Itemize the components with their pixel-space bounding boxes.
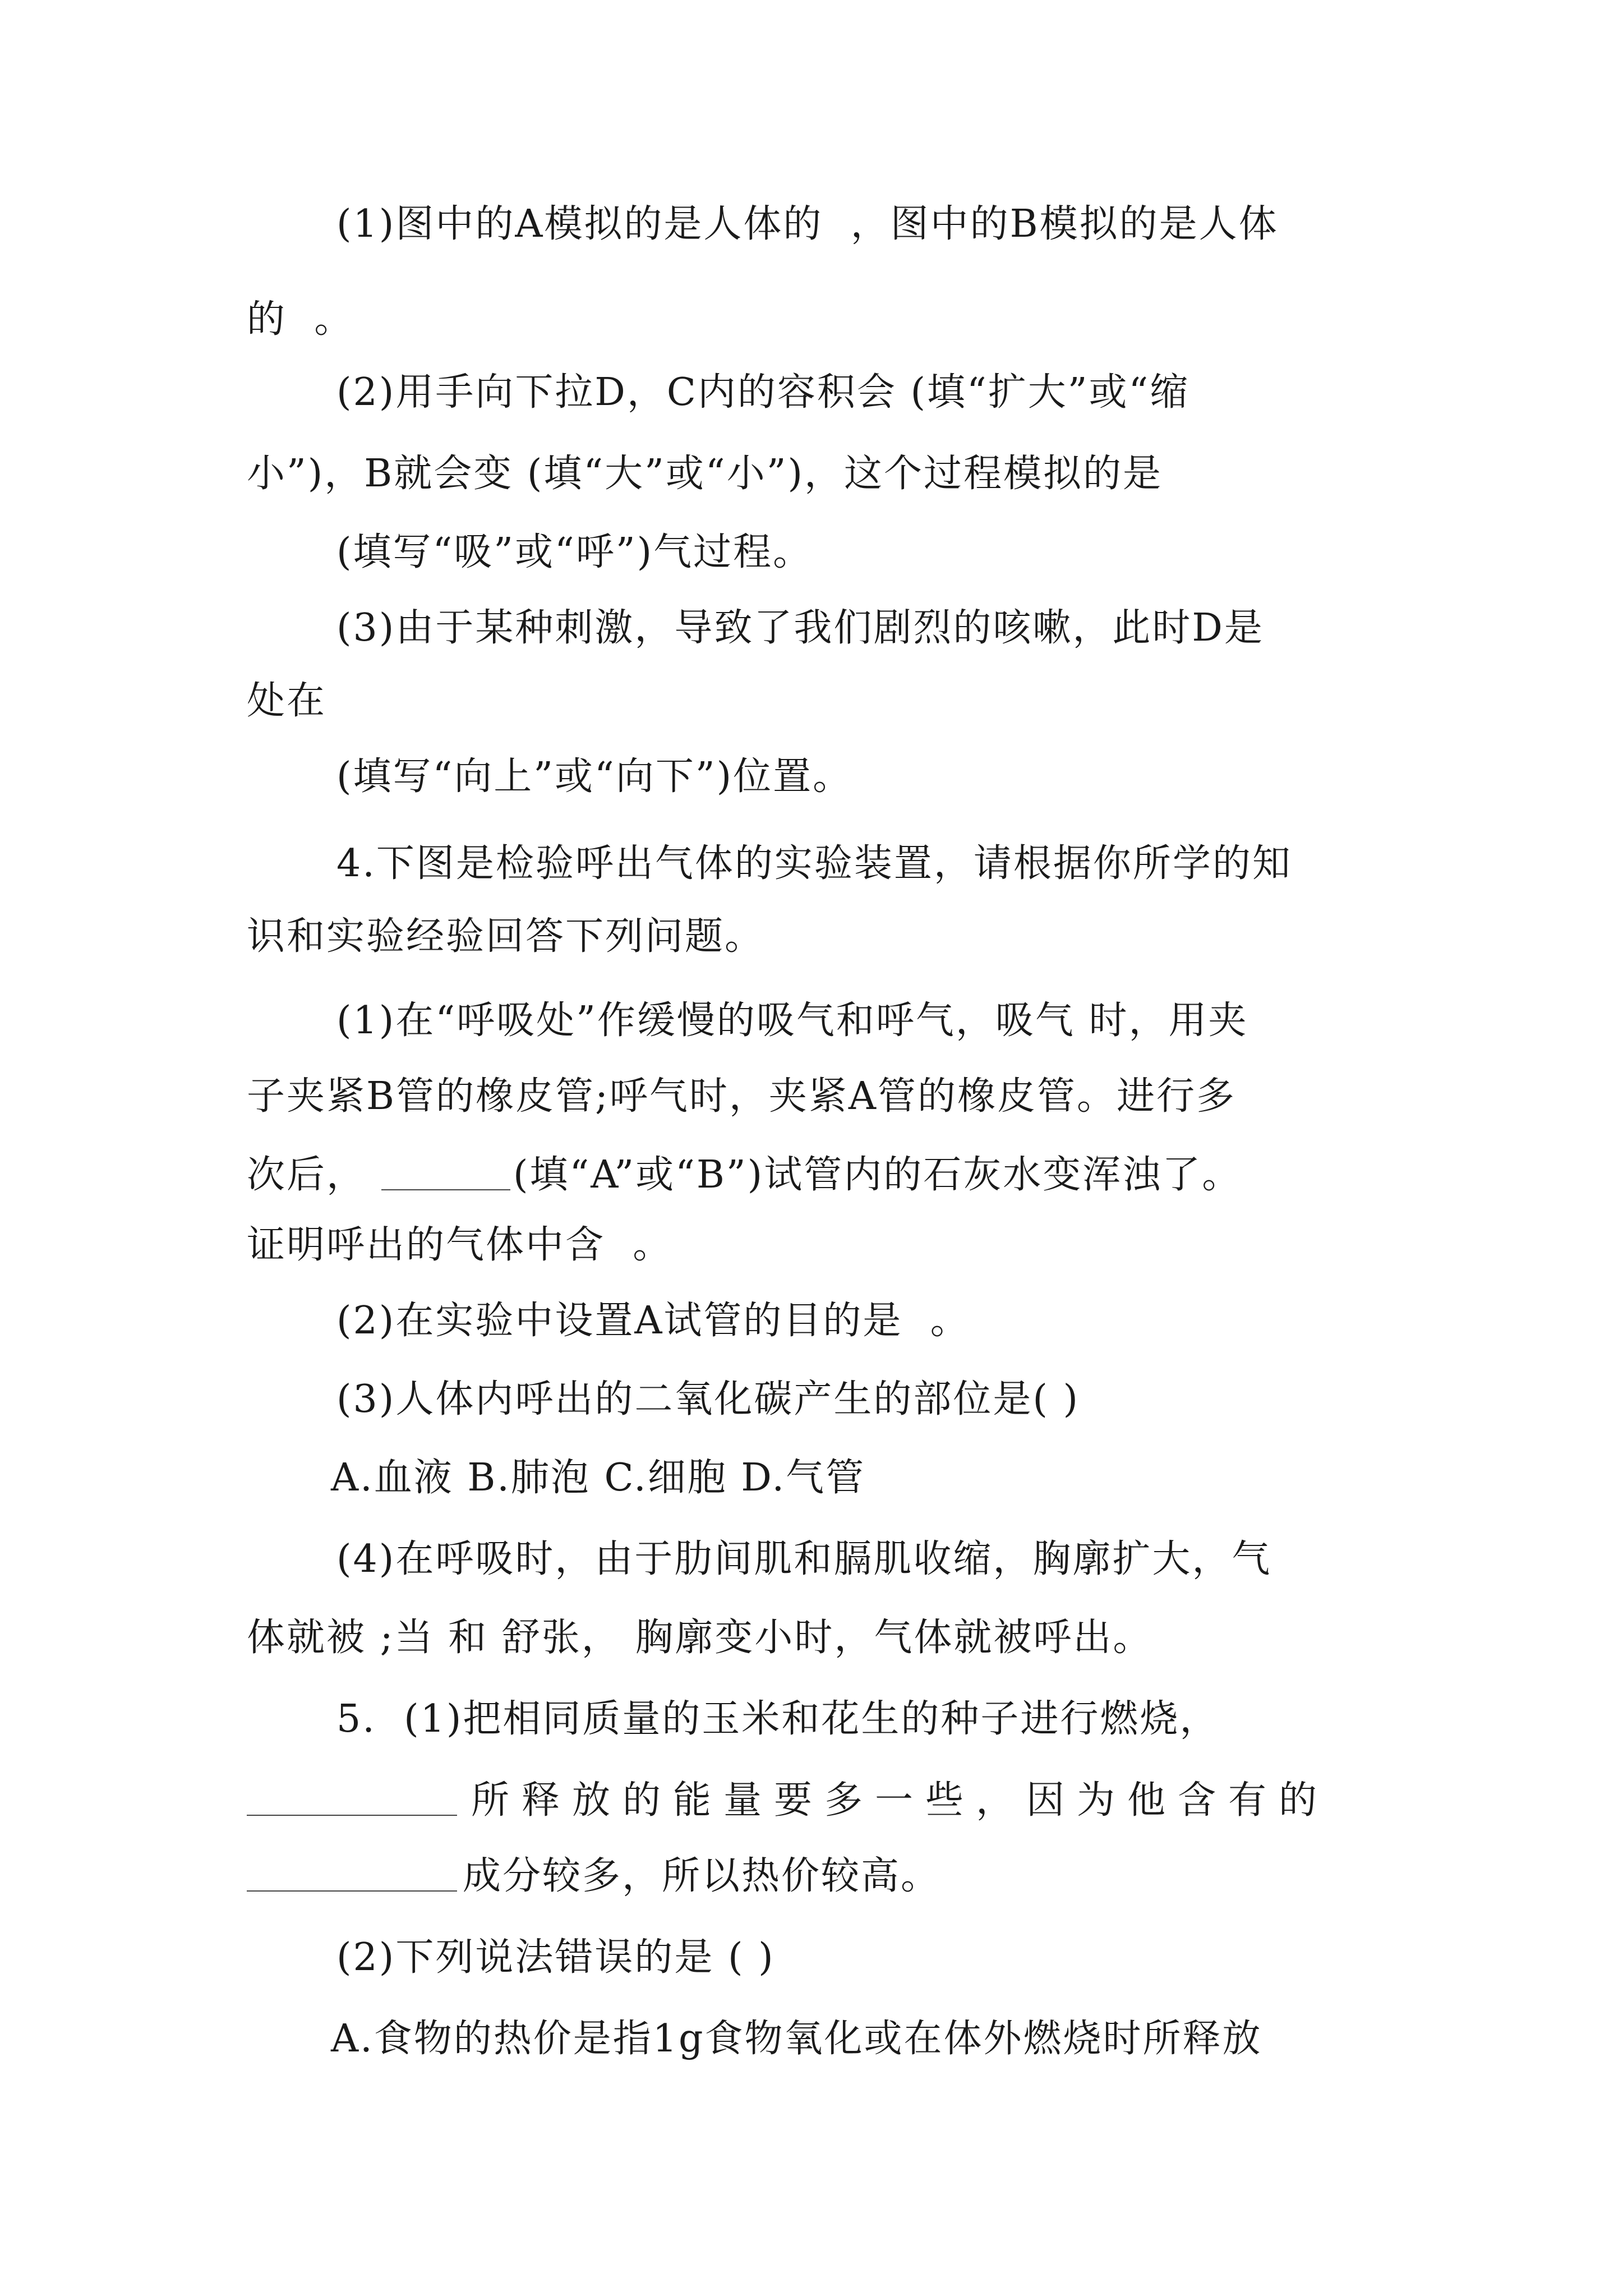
text-line: 识和实验经验回答下列问题。	[247, 914, 765, 959]
text-line: (2)在实验中设置A试管的目的是 。	[336, 1299, 970, 1343]
text-line: 证明呼出的气体中含 。	[247, 1223, 673, 1267]
text-line: A.血液 B.肺泡 C.细胞 D.气管	[331, 1456, 866, 1500]
text-line: 4.下图是检验呼出气体的实验装置，请根据你所学的知	[336, 841, 1292, 886]
text-line: (填写“吸”或“呼”)气过程。	[336, 530, 813, 574]
text-line: 子夹紧B管的橡皮管;呼气时，夹紧A管的橡皮管。进行多	[247, 1074, 1236, 1119]
text-line: A.食物的热价是指1g食物氧化或在体外燃烧时所释放	[331, 2017, 1262, 2061]
text-line: (1)图中的A模拟的是人体的 ，图中的B模拟的是人体	[336, 202, 1279, 246]
text-line: (填“A”或“B”)试管内的石灰水变浑浊了。	[513, 1153, 1242, 1197]
text-line: (2)下列说法错误的是 ( )	[336, 1935, 775, 1980]
text-line: 5. (1)把相同质量的玉米和花生的种子进行燃烧，	[336, 1697, 1220, 1741]
text-line: 所释放的能量要多一些，因为他含有的	[471, 1778, 1330, 1823]
text-line: 体就被 ;当 和 舒张， 胸廓变小时，气体就被呼出。	[247, 1616, 1153, 1660]
answer-blank	[247, 1775, 457, 1816]
text-line: (填写“向上”或“向下”)位置。	[336, 754, 853, 799]
text-line: (3)由于某种刺激，导致了我们剧烈的咳嗽，此时D是	[336, 606, 1264, 650]
text-line: (3)人体内呼出的二氧化碳产生的部位是( )	[336, 1377, 1080, 1421]
text-line: 成分较多，所以热价较高。	[463, 1854, 941, 1898]
answer-blank	[381, 1150, 510, 1190]
text-line: 次后，	[247, 1153, 367, 1197]
text-line: (1)在“呼吸处”作缓慢的吸气和呼气，吸气 时，用夹	[336, 999, 1248, 1043]
text-line: 小”)，B就会变 (填“大”或“小”)，这个过程模拟的是	[247, 452, 1163, 496]
text-line: (2)用手向下拉D，C内的容积会 (填“扩大”或“缩	[336, 370, 1190, 415]
answer-blank	[247, 1851, 457, 1892]
text-line: 处在	[247, 679, 327, 723]
text-line: 的 。	[247, 297, 354, 342]
text-line: (4)在呼吸时，由于肋间肌和膈肌收缩，胸廓扩大，气	[336, 1537, 1272, 1581]
